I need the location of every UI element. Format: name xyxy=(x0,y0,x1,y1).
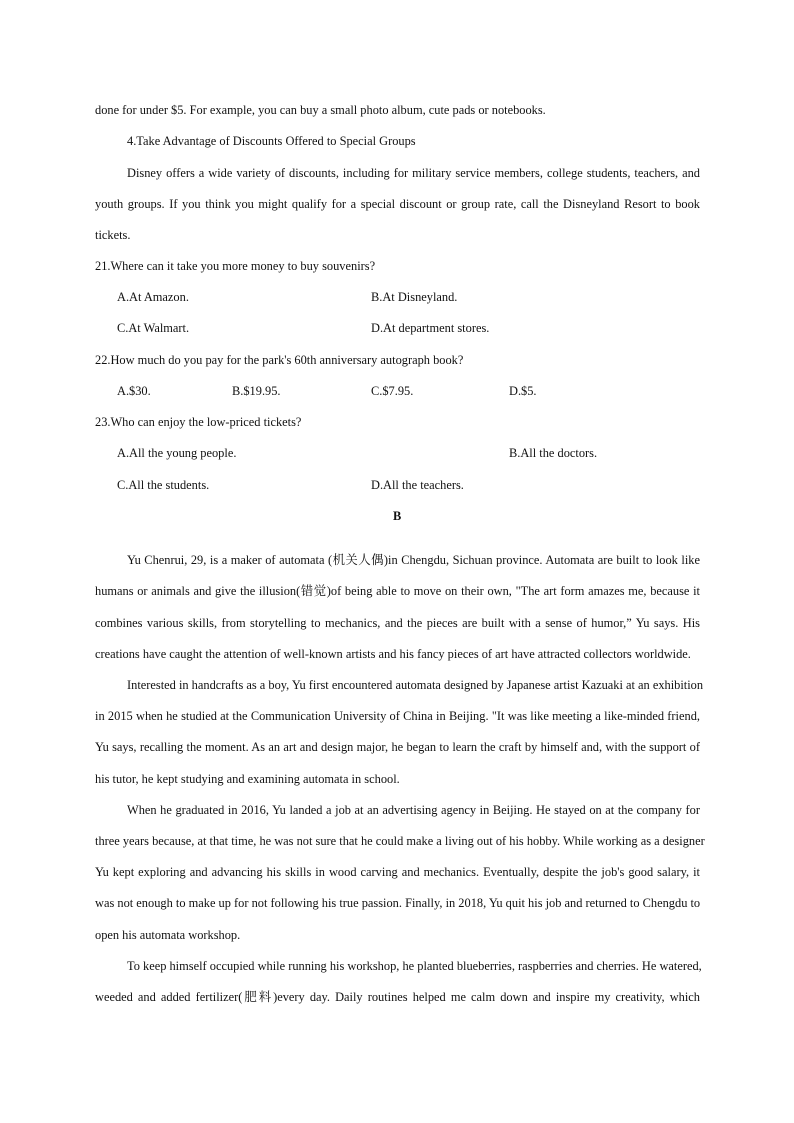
option-a: A.At Amazon. xyxy=(117,290,189,304)
paragraph-line: To keep himself occupied while running his workshop, he planted blueberries, raspberries and cherries. He watered, xyxy=(127,959,702,973)
option-b: B.At Disneyland. xyxy=(371,290,458,304)
passage-line: Disney offers a wide variety of discounts, including for military service members, college students, teachers, and xyxy=(127,166,700,180)
option-b: B.$19.95. xyxy=(232,384,281,398)
option-d: D.All the teachers. xyxy=(371,478,464,492)
paragraph-line: three years because, at that time, he was not sure that he could make a living out of his hobby. While working as a designer xyxy=(95,834,705,848)
option-a: A.$30. xyxy=(117,384,151,398)
paragraph-line: weeded and added fertilizer(肥料)every day. Daily routines helped me calm down and inspire my creativity, which xyxy=(95,990,700,1004)
paragraph-line: Yu Chenrui, 29, is a maker of automata (机关人偶)in Chengdu, Sichuan province. Automata are built to look like xyxy=(127,553,700,567)
paragraph-line: his tutor, he kept studying and examining automata in school. xyxy=(95,772,400,786)
option-c: C.All the students. xyxy=(117,478,210,492)
passage-line: done for under $5. For example, you can buy a small photo album, cute pads or notebooks. xyxy=(95,103,546,117)
option-b: B.All the doctors. xyxy=(509,446,598,460)
paragraph-line: in 2015 when he studied at the Communication University of China in Beijing. "It was like meeting a like-minded friend, xyxy=(95,709,700,723)
paragraph-line: Yu says, recalling the moment. As an art and design major, he began to learn the craft by himself and, with the support of xyxy=(95,740,700,754)
option-c: C.$7.95. xyxy=(371,384,414,398)
question-stem: 21.Where can it take you more money to buy souvenirs? xyxy=(95,259,376,273)
paragraph-line: open his automata workshop. xyxy=(95,928,241,942)
paragraph-line: creations have caught the attention of well-known artists and his fancy pieces of art have attracted collectors worldwide. xyxy=(95,647,691,661)
section-heading: B xyxy=(393,509,402,523)
passage-line: youth groups. If you think you might qualify for a special discount or group rate, call the Disneyland Resort to book xyxy=(95,197,700,211)
paragraph-line: humans or animals and give the illusion(错觉)of being able to move on their own, "The art form amazes me, because it xyxy=(95,584,700,598)
option-d: D.At department stores. xyxy=(371,321,490,335)
question-stem: 22.How much do you pay for the park's 60th anniversary autograph book? xyxy=(95,353,464,367)
paragraph-line: Interested in handcrafts as a boy, Yu first encountered automata designed by Japanese artist Kazuaki at an exhibition xyxy=(127,678,704,692)
paragraph-line: When he graduated in 2016, Yu landed a job at an advertising agency in Beijing. He stayed on at the company for xyxy=(127,803,700,817)
passage-line: tickets. xyxy=(95,228,131,242)
paragraph-line: Yu kept exploring and advancing his skills in wood carving and mechanics. Eventually, despite the job's good salary, it xyxy=(95,865,700,879)
tip-heading: 4.Take Advantage of Discounts Offered to Special Groups xyxy=(127,134,416,148)
question-stem: 23.Who can enjoy the low-priced tickets? xyxy=(95,415,302,429)
option-c: C.At Walmart. xyxy=(117,321,190,335)
paragraph-line: was not enough to make up for not following his true passion. Finally, in 2018, Yu quit his job and returned to Chengdu to xyxy=(95,896,701,910)
option-d: D.$5. xyxy=(509,384,537,398)
option-a: A.All the young people. xyxy=(117,446,237,460)
paragraph-line: combines various skills, from storytelling to mechanics, and the pieces are built with a sense of humor,” Yu says. His xyxy=(95,616,700,630)
